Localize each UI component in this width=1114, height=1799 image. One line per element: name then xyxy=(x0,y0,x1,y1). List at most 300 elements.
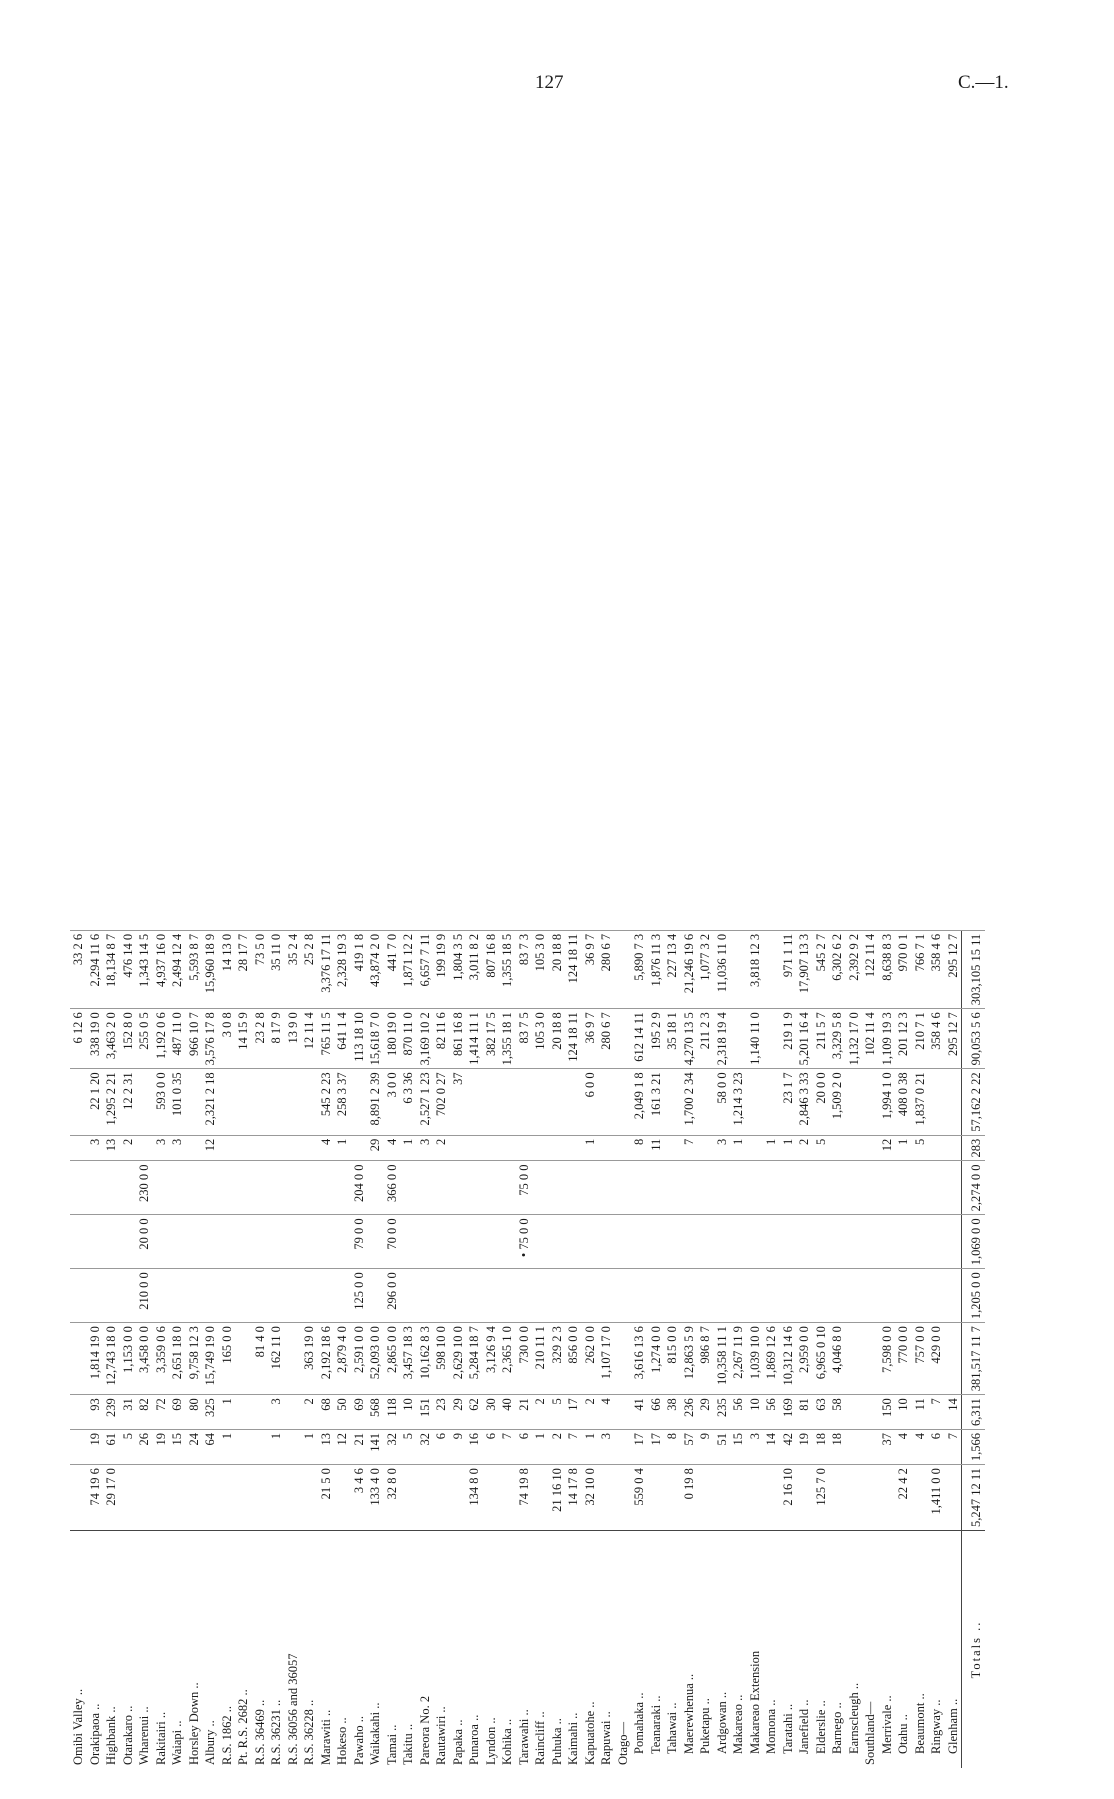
cell-c1: 32 8 0 xyxy=(384,1465,401,1531)
cell-c2: 26 xyxy=(136,1429,153,1464)
row-name: Tahawai .. xyxy=(664,1531,681,1769)
cell-c9 xyxy=(862,1069,879,1135)
row-name: Kapuatohe .. xyxy=(582,1531,599,1769)
cell-c6 xyxy=(928,1215,945,1269)
cell-c8: 1 xyxy=(334,1135,351,1161)
row-name: Orakipaoa .. xyxy=(87,1531,104,1769)
table-row xyxy=(763,930,780,1768)
cell-c11: 227 13 4 xyxy=(664,930,681,1008)
cell-c3 xyxy=(615,1395,632,1430)
cell-c10: 6 12 6 xyxy=(70,1009,87,1069)
cell-c8: 3 xyxy=(417,1135,434,1161)
cell-c4: 1,274 0 0 xyxy=(648,1323,665,1395)
cell-c3: 236 xyxy=(681,1395,698,1430)
row-name: Hokeso .. xyxy=(334,1531,351,1769)
cell-c2: 7 xyxy=(499,1429,516,1464)
cell-c9: 161 3 21 xyxy=(648,1069,665,1135)
cell-c10: 1,109 19 3 xyxy=(879,1009,896,1069)
row-name: Earnscleugh .. xyxy=(846,1531,863,1769)
cell-c3: 29 xyxy=(450,1395,467,1430)
cell-c9 xyxy=(928,1069,945,1135)
cell-c7 xyxy=(664,1161,681,1215)
cell-c1 xyxy=(879,1465,896,1531)
cell-c9: 545 2 23 xyxy=(318,1069,335,1135)
cell-c3: 82 xyxy=(136,1395,153,1430)
table-row xyxy=(813,930,830,1768)
cell-c9 xyxy=(532,1069,549,1135)
cell-c7 xyxy=(747,1161,764,1215)
cell-c7 xyxy=(648,1161,665,1215)
cell-c7 xyxy=(499,1161,516,1215)
cell-c2: 19 xyxy=(796,1429,813,1464)
cell-c8 xyxy=(219,1135,236,1161)
cell-c7 xyxy=(862,1161,879,1215)
cell-c9 xyxy=(747,1069,764,1135)
row-name: Totals .. xyxy=(962,1531,985,1769)
cell-c5 xyxy=(318,1269,335,1323)
cell-c3: 1 xyxy=(219,1395,236,1430)
cell-c10: 83 7 5 xyxy=(516,1009,533,1069)
table-row xyxy=(681,930,698,1768)
cell-c10: 36 9 7 xyxy=(582,1009,599,1069)
cell-c2: 3 xyxy=(598,1429,615,1464)
cell-c7 xyxy=(895,1161,912,1215)
table-row xyxy=(928,930,945,1768)
cell-c4: 10,162 8 3 xyxy=(417,1323,434,1395)
cell-c4: 815 0 0 xyxy=(664,1323,681,1395)
cell-c5 xyxy=(598,1269,615,1323)
row-name: Glenham .. xyxy=(945,1531,962,1769)
cell-c10: 2,318 19 4 xyxy=(714,1009,731,1069)
cell-c4 xyxy=(285,1323,302,1395)
cell-c4: 10,358 11 1 xyxy=(714,1323,731,1395)
row-name: Ardgowan .. xyxy=(714,1531,731,1769)
cell-c7 xyxy=(417,1161,434,1215)
cell-c7 xyxy=(780,1161,797,1215)
row-name: Makareao Extension xyxy=(747,1531,764,1769)
cell-c8 xyxy=(499,1135,516,1161)
cell-c5 xyxy=(516,1269,533,1323)
cell-c11: 3,376 17 11 xyxy=(318,930,335,1008)
cell-c2: 18 xyxy=(829,1429,846,1464)
cell-c3 xyxy=(285,1395,302,1430)
cell-c1 xyxy=(334,1465,351,1531)
cell-c2: 61 xyxy=(103,1429,120,1464)
cell-c1 xyxy=(268,1465,285,1531)
table-row xyxy=(351,930,368,1768)
row-name: Lyndon .. xyxy=(483,1531,500,1769)
cell-c5 xyxy=(367,1269,384,1323)
cell-c4: 2,629 10 0 xyxy=(450,1323,467,1395)
cell-c6 xyxy=(301,1215,318,1269)
cell-c5 xyxy=(202,1269,219,1323)
cell-c6 xyxy=(252,1215,269,1269)
cell-c2 xyxy=(70,1429,87,1464)
cell-c1: 32 10 0 xyxy=(582,1465,599,1531)
table-row xyxy=(235,930,252,1768)
cell-c11: 419 1 8 xyxy=(351,930,368,1008)
cell-c5 xyxy=(862,1269,879,1323)
row-name: R.S. 36228 .. xyxy=(301,1531,318,1769)
cell-c5 xyxy=(681,1269,698,1323)
cell-c6: 70 0 0 xyxy=(384,1215,401,1269)
cell-c11: 3,818 12 3 xyxy=(747,930,764,1008)
cell-c3: 10 xyxy=(747,1395,764,1430)
cell-c8 xyxy=(945,1135,962,1161)
cell-c7 xyxy=(433,1161,450,1215)
cell-c2: 6 xyxy=(928,1429,945,1464)
cell-c10: 255 0 5 xyxy=(136,1009,153,1069)
cell-c6 xyxy=(103,1215,120,1269)
row-name: Beaumont .. xyxy=(912,1531,929,1769)
cell-c1 xyxy=(400,1465,417,1531)
cell-c6 xyxy=(862,1215,879,1269)
cell-c9: 593 0 0 xyxy=(153,1069,170,1135)
cell-c10 xyxy=(615,1009,632,1069)
cell-c11: 1,077 3 2 xyxy=(697,930,714,1008)
cell-c7 xyxy=(631,1161,648,1215)
cell-c8: 2 xyxy=(796,1135,813,1161)
cell-c1: 134 8 0 xyxy=(466,1465,483,1531)
cell-c1 xyxy=(70,1465,87,1531)
cell-c7 xyxy=(367,1161,384,1215)
cell-c10: 20 18 8 xyxy=(549,1009,566,1069)
cell-c5: 1,205 0 0 xyxy=(962,1269,985,1323)
cell-c6 xyxy=(219,1215,236,1269)
cell-c11: 358 4 6 xyxy=(928,930,945,1008)
cell-c4: 1,814 19 0 xyxy=(87,1323,104,1395)
cell-c3: 23 xyxy=(433,1395,450,1430)
cell-c1: 2 16 10 xyxy=(780,1465,797,1531)
table-row xyxy=(532,930,549,1768)
cell-c11: 17,907 13 3 xyxy=(796,930,813,1008)
cell-c4: 730 0 0 xyxy=(516,1323,533,1395)
cell-c3: 93 xyxy=(87,1395,104,1430)
table-row xyxy=(334,930,351,1768)
cell-c4 xyxy=(862,1323,879,1395)
cell-c1 xyxy=(301,1465,318,1531)
cell-c3: 31 xyxy=(120,1395,137,1430)
table-row xyxy=(466,930,483,1768)
cell-c3 xyxy=(862,1395,879,1430)
cell-c5 xyxy=(747,1269,764,1323)
cell-c4: 2,591 0 0 xyxy=(351,1323,368,1395)
cell-c5 xyxy=(268,1269,285,1323)
cell-c10: 105 3 0 xyxy=(532,1009,549,1069)
cell-c5 xyxy=(153,1269,170,1323)
table-row xyxy=(87,930,104,1768)
cell-c2: 19 xyxy=(87,1429,104,1464)
cell-c10: 12 11 4 xyxy=(301,1009,318,1069)
cell-c8: 2 xyxy=(120,1135,137,1161)
cell-c7 xyxy=(945,1161,962,1215)
cell-c4: 1,153 0 0 xyxy=(120,1323,137,1395)
cell-c8: 4 xyxy=(384,1135,401,1161)
cell-c5 xyxy=(895,1269,912,1323)
cell-c6 xyxy=(235,1215,252,1269)
cell-c10: 5,201 16 4 xyxy=(796,1009,813,1069)
cell-c4: 210 11 1 xyxy=(532,1323,549,1395)
cell-c11: 476 14 0 xyxy=(120,930,137,1008)
cell-c1 xyxy=(285,1465,302,1531)
cell-c1 xyxy=(829,1465,846,1531)
cell-c9: 1,295 2 21 xyxy=(103,1069,120,1135)
cell-c1 xyxy=(912,1465,929,1531)
cell-c2: 1,566 xyxy=(962,1429,985,1464)
cell-c5 xyxy=(532,1269,549,1323)
cell-c6 xyxy=(598,1215,615,1269)
cell-c4: 15,749 19 0 xyxy=(202,1323,219,1395)
cell-c1 xyxy=(450,1465,467,1531)
cell-c7 xyxy=(186,1161,203,1215)
cell-c10: 90,053 5 6 xyxy=(962,1009,985,1069)
row-name: Janefield .. xyxy=(796,1531,813,1769)
cell-c1 xyxy=(796,1465,813,1531)
cell-c5 xyxy=(730,1269,747,1323)
cell-c3: 40 xyxy=(499,1395,516,1430)
table-row xyxy=(417,930,434,1768)
cell-c10: 1,355 18 1 xyxy=(499,1009,516,1069)
cell-c4 xyxy=(846,1323,863,1395)
cell-c4: 1,107 17 0 xyxy=(598,1323,615,1395)
cell-c5 xyxy=(697,1269,714,1323)
cell-c5 xyxy=(103,1269,120,1323)
cell-c11: 25 2 8 xyxy=(301,930,318,1008)
cell-c6 xyxy=(912,1215,929,1269)
cell-c6 xyxy=(895,1215,912,1269)
cell-c5 xyxy=(87,1269,104,1323)
table-row xyxy=(780,930,797,1768)
cell-c5 xyxy=(549,1269,566,1323)
cell-c3: 58 xyxy=(829,1395,846,1430)
cell-c7 xyxy=(730,1161,747,1215)
cell-c7 xyxy=(598,1161,615,1215)
cell-c10: 180 19 0 xyxy=(384,1009,401,1069)
cell-c2: 57 xyxy=(681,1429,698,1464)
cell-c2: 15 xyxy=(169,1429,186,1464)
cell-c1 xyxy=(120,1465,137,1531)
cell-c10: 3,169 10 2 xyxy=(417,1009,434,1069)
row-name: R.S. 1862 .. xyxy=(219,1531,236,1769)
cell-c6 xyxy=(499,1215,516,1269)
row-name: Raincliff .. xyxy=(532,1531,549,1769)
cell-c5 xyxy=(813,1269,830,1323)
cell-c10: 195 2 9 xyxy=(648,1009,665,1069)
cell-c7 xyxy=(301,1161,318,1215)
cell-c3: 56 xyxy=(730,1395,747,1430)
cell-c1 xyxy=(763,1465,780,1531)
cell-c11: 1,876 11 3 xyxy=(648,930,665,1008)
row-name: Otahu .. xyxy=(895,1531,912,1769)
cell-c9 xyxy=(351,1069,368,1135)
cell-c7 xyxy=(714,1161,731,1215)
cell-c3: 5 xyxy=(549,1395,566,1430)
row-name: Rakitairi .. xyxy=(153,1531,170,1769)
cell-c3: 7 xyxy=(928,1395,945,1430)
table-row xyxy=(153,930,170,1768)
cell-c3: 10 xyxy=(400,1395,417,1430)
cell-c4 xyxy=(70,1323,87,1395)
cell-c11: 73 5 0 xyxy=(252,930,269,1008)
cell-c6 xyxy=(169,1215,186,1269)
cell-c10: 219 1 9 xyxy=(780,1009,797,1069)
table-row xyxy=(829,930,846,1768)
cell-c9: 2,527 1 23 xyxy=(417,1069,434,1135)
cell-c4: 2,959 0 0 xyxy=(796,1323,813,1395)
cell-c2: 24 xyxy=(186,1429,203,1464)
cell-c3 xyxy=(252,1395,269,1430)
cell-c8 xyxy=(598,1135,615,1161)
cell-c6 xyxy=(466,1215,483,1269)
cell-c11: 970 0 1 xyxy=(895,930,912,1008)
cell-c1: 21 16 10 xyxy=(549,1465,566,1531)
cell-c2: 12 xyxy=(334,1429,351,1464)
cell-c8 xyxy=(697,1135,714,1161)
row-name: Punaroa .. xyxy=(466,1531,483,1769)
table-row xyxy=(268,930,285,1768)
cell-c4: 7,598 0 0 xyxy=(879,1323,896,1395)
cell-c2: 9 xyxy=(697,1429,714,1464)
cell-c8 xyxy=(928,1135,945,1161)
cell-c10: 641 1 4 xyxy=(334,1009,351,1069)
cell-c5 xyxy=(483,1269,500,1323)
cell-c2: 17 xyxy=(631,1429,648,1464)
cell-c7 xyxy=(70,1161,87,1215)
cell-c8 xyxy=(532,1135,549,1161)
cell-c11: 2,328 19 3 xyxy=(334,930,351,1008)
row-name: Wharenui .. xyxy=(136,1531,153,1769)
table-row xyxy=(912,930,929,1768)
cell-c1: 133 4 0 xyxy=(367,1465,384,1531)
cell-c10: 861 16 8 xyxy=(450,1009,467,1069)
cell-c2: 6 xyxy=(516,1429,533,1464)
cell-c1: 21 5 0 xyxy=(318,1465,335,1531)
cell-c6 xyxy=(813,1215,830,1269)
cell-c8: 4 xyxy=(318,1135,335,1161)
table-row xyxy=(648,930,665,1768)
row-name: Pomahaka .. xyxy=(631,1531,648,1769)
cell-c2: 6 xyxy=(483,1429,500,1464)
cell-c2: 2 xyxy=(549,1429,566,1464)
cell-c2 xyxy=(235,1429,252,1464)
row-name: Rautawiri .. xyxy=(433,1531,450,1769)
cell-c8: 12 xyxy=(202,1135,219,1161)
cell-c9 xyxy=(945,1069,962,1135)
cell-c9: 57,162 2 22 xyxy=(962,1069,985,1135)
cell-c8 xyxy=(136,1135,153,1161)
cell-c6: 20 0 0 xyxy=(136,1215,153,1269)
cell-c6 xyxy=(186,1215,203,1269)
cell-c11: 303,105 15 11 xyxy=(962,930,985,1008)
cell-c7 xyxy=(169,1161,186,1215)
cell-c10: 3,329 5 8 xyxy=(829,1009,846,1069)
cell-c11: 15,960 18 9 xyxy=(202,930,219,1008)
cell-c11: 105 3 0 xyxy=(532,930,549,1008)
cell-c8 xyxy=(829,1135,846,1161)
cell-c7 xyxy=(549,1161,566,1215)
cell-c6 xyxy=(202,1215,219,1269)
cell-c11: 33 2 6 xyxy=(70,930,87,1008)
cell-c9 xyxy=(763,1069,780,1135)
cell-c5 xyxy=(235,1269,252,1323)
cell-c2 xyxy=(252,1429,269,1464)
cell-c7 xyxy=(928,1161,945,1215)
cell-c3: 69 xyxy=(169,1395,186,1430)
cell-c10: 338 19 0 xyxy=(87,1009,104,1069)
cell-c9: 408 0 38 xyxy=(895,1069,912,1135)
cell-c11: 280 6 7 xyxy=(598,930,615,1008)
cell-c5 xyxy=(780,1269,797,1323)
cell-c4: 363 19 0 xyxy=(301,1323,318,1395)
cell-c9: 1,994 1 0 xyxy=(879,1069,896,1135)
cell-c3: 3 xyxy=(268,1395,285,1430)
row-name: Maerewhenua .. xyxy=(681,1531,698,1769)
cell-c5 xyxy=(466,1269,483,1323)
cell-c1 xyxy=(714,1465,731,1531)
cell-c6 xyxy=(120,1215,137,1269)
table-row xyxy=(615,930,632,1768)
cell-c8 xyxy=(565,1135,582,1161)
row-name: Takitu .. xyxy=(400,1531,417,1769)
cell-c11: 545 2 7 xyxy=(813,930,830,1008)
cell-c10: 966 10 7 xyxy=(186,1009,203,1069)
cell-c6 xyxy=(697,1215,714,1269)
cell-c10: 210 7 1 xyxy=(912,1009,929,1069)
cell-c3: 72 xyxy=(153,1395,170,1430)
table-row xyxy=(879,930,896,1768)
cell-c4: 381,517 11 7 xyxy=(962,1323,985,1395)
cell-c1 xyxy=(697,1465,714,1531)
table-row xyxy=(631,930,648,1768)
cell-c9: 37 xyxy=(450,1069,467,1135)
cell-c2: 7 xyxy=(565,1429,582,1464)
cell-c8: 3 xyxy=(714,1135,731,1161)
cell-c3: 56 xyxy=(763,1395,780,1430)
row-name: Pawaho .. xyxy=(351,1531,368,1769)
cell-c4: 81 4 0 xyxy=(252,1323,269,1395)
table-row xyxy=(285,930,302,1768)
cell-c4: 2,365 1 0 xyxy=(499,1323,516,1395)
row-name: Highbank .. xyxy=(103,1531,120,1769)
cell-c3: 325 xyxy=(202,1395,219,1430)
cell-c3: 10 xyxy=(895,1395,912,1430)
cell-c4: 1,039 10 0 xyxy=(747,1323,764,1395)
cell-c4: 1,869 12 6 xyxy=(763,1323,780,1395)
cell-c2 xyxy=(846,1429,863,1464)
row-name: Taratahi .. xyxy=(780,1531,797,1769)
cell-c6 xyxy=(763,1215,780,1269)
cell-c8: 7 xyxy=(681,1135,698,1161)
row-name: Albury .. xyxy=(202,1531,219,1769)
cell-c4: 3,616 13 6 xyxy=(631,1323,648,1395)
cell-c4: 52,093 0 0 xyxy=(367,1323,384,1395)
cell-c11: 43,874 2 0 xyxy=(367,930,384,1008)
cell-c4: 4,046 8 0 xyxy=(829,1323,846,1395)
cell-c9: 2,846 3 33 xyxy=(796,1069,813,1135)
cell-c2: 37 xyxy=(879,1429,896,1464)
cell-c3: 4 xyxy=(598,1395,615,1430)
cell-c9 xyxy=(285,1069,302,1135)
cell-c10: 8 17 9 xyxy=(268,1009,285,1069)
cell-c1: 5,247 12 11 xyxy=(962,1465,985,1531)
cell-c2: 14 xyxy=(763,1429,780,1464)
cell-c8 xyxy=(516,1135,533,1161)
cell-c8 xyxy=(301,1135,318,1161)
cell-c5 xyxy=(400,1269,417,1323)
cell-c2: 18 xyxy=(813,1429,830,1464)
cell-c6 xyxy=(400,1215,417,1269)
cell-c4 xyxy=(235,1323,252,1395)
